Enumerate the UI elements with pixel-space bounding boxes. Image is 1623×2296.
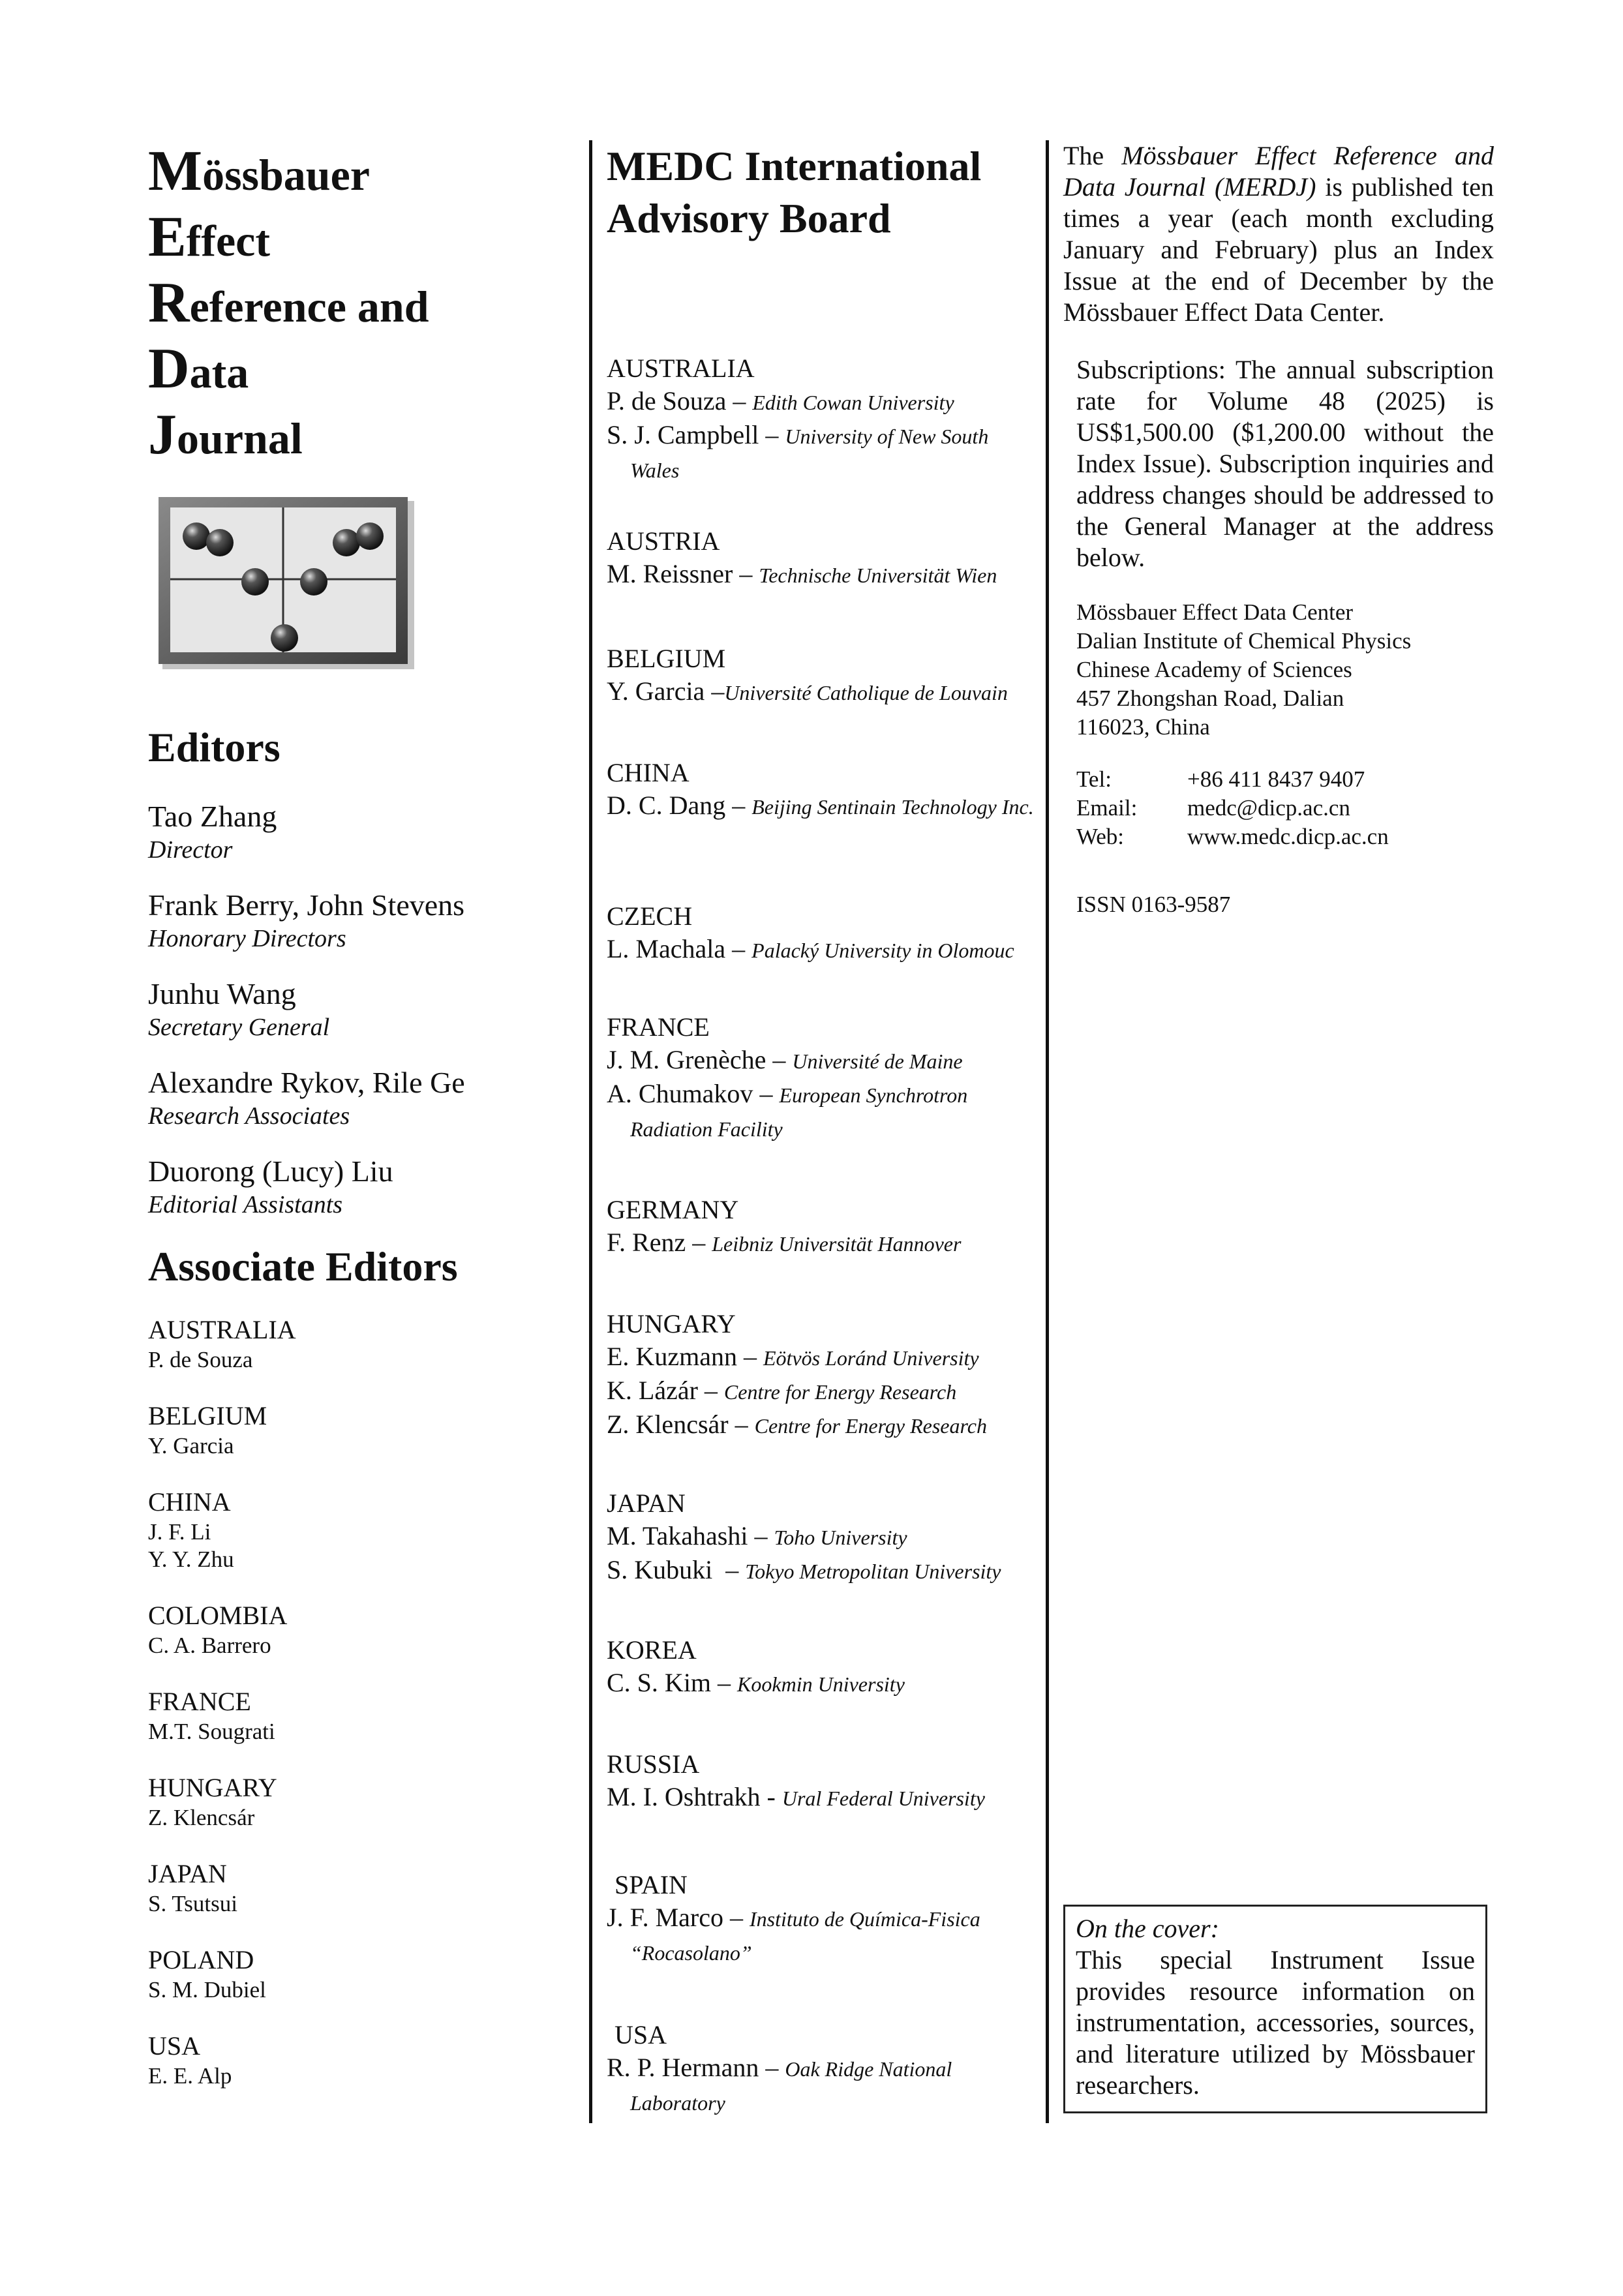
member-name: S. J. Campbell [607, 420, 759, 449]
board-country: CZECH [607, 901, 693, 931]
board-member [607, 385, 1037, 419]
member-separator: – [748, 1521, 774, 1550]
member-separator: – [728, 1410, 755, 1439]
member-separator: – [725, 791, 752, 820]
member-affiliation: Edith Cowan University [752, 391, 954, 414]
associate-member: Z. Klencsár [148, 1805, 255, 1830]
board-country-group [607, 1487, 1037, 1588]
editor-role: Director [148, 836, 233, 864]
board-member [607, 558, 1037, 592]
member-affiliation: Palacký University in Olomouc [751, 939, 1014, 962]
board-country: SPAIN [614, 1870, 688, 1899]
editor-role: Secretary General [148, 1014, 330, 1041]
member-separator: – [697, 1376, 724, 1405]
board-country: USA [614, 2020, 667, 2049]
board-member [607, 1044, 1037, 1078]
associate-country: POLAND [148, 1945, 254, 1974]
member-separator: – [712, 1555, 746, 1584]
member-separator: – [723, 1903, 750, 1932]
member-name: S. Kubuki [607, 1555, 713, 1584]
intro-paragraph: The Mössbauer Effect Reference and Data Journal (MERDJ) is published ten times a year (each month excluding January and February) plus an Index Issue at the end of December by the Mössbauer Effect Data Center. [1063, 141, 1494, 327]
member-affiliation: Université Catholique de Louvain [724, 681, 1008, 704]
board-member [607, 419, 1037, 487]
associate-country: HUNGARY [148, 1773, 277, 1802]
list-item [148, 1314, 566, 1374]
member-name: R. P. Hermann [607, 2053, 759, 2082]
editor-name: Tao Zhang [148, 800, 277, 833]
address-block: Mössbauer Effect Data Center Dalian Institute of Chemical Physics Chinese Academy of Sciences 457 Zhongshan Road, Dalian 116023, China [1076, 599, 1412, 740]
title-line: Reference and [148, 271, 429, 335]
associate-member: J. F. Li [148, 1519, 211, 1545]
list-item [148, 1858, 566, 1918]
member-separator: – [753, 1079, 780, 1108]
board-country-group [607, 525, 1037, 592]
list-item [148, 1944, 566, 2004]
member-affiliation: University of New South Wales [630, 425, 989, 482]
member-name: M. I. Oshtrakh [607, 1782, 761, 1811]
editor-name: Duorong (Lucy) Liu [148, 1155, 393, 1188]
member-affiliation: Tokyo Metropolitan University [745, 1560, 1001, 1583]
title-line: Effect [148, 205, 270, 269]
member-affiliation: European Synchrotron Radiation Facility [630, 1083, 968, 1141]
list-item [148, 1486, 566, 1573]
board-country-group [607, 900, 1037, 967]
editor-role: Research Associates [148, 1102, 350, 1130]
board-country: KOREA [607, 1635, 697, 1665]
member-name: Z. Klencsár [607, 1410, 729, 1439]
member-separator: – [726, 386, 753, 415]
board-country-group [607, 352, 1037, 487]
board-country-group [607, 642, 1037, 709]
board-member [607, 1408, 1037, 1442]
member-separator: – [705, 676, 725, 706]
associate-country: FRANCE [148, 1687, 251, 1716]
board-member [607, 675, 1037, 709]
associate-country: USA [148, 2031, 201, 2061]
associate-editors-heading: Associate Editors [148, 1243, 458, 1290]
title-line: Journal [148, 403, 303, 466]
list-item [148, 1685, 566, 1745]
member-affiliation: Ural Federal University [781, 1787, 985, 1810]
associate-member: S. Tsutsui [148, 1891, 237, 1916]
list-item [148, 1065, 566, 1131]
member-affiliation: Centre for Energy Research [754, 1414, 987, 1438]
board-member [607, 933, 1037, 967]
member-separator: – [736, 1342, 763, 1371]
list-item [148, 887, 566, 954]
editor-role: Editorial Assistants [148, 1191, 343, 1218]
issn: ISSN 0163-9587 [1076, 892, 1231, 917]
board-country: GERMANY [607, 1195, 739, 1224]
board-country: AUSTRIA [607, 526, 720, 556]
board-country-group [607, 1308, 1037, 1442]
contact-email: Email: medc@dicp.ac.cn [1076, 795, 1350, 821]
editor-role: Honorary Directors [148, 925, 346, 952]
associate-country: JAPAN [148, 1859, 227, 1888]
board-country-group [607, 1634, 1037, 1700]
member-name: D. C. Dang [607, 791, 726, 820]
member-separator: – [711, 1668, 738, 1697]
member-name: A. Chumakov [607, 1079, 753, 1108]
column-divider-left [589, 140, 592, 2123]
member-affiliation: Technische Universität Wien [759, 564, 997, 587]
member-affiliation: Leibniz Universität Hannover [712, 1232, 962, 1256]
logo-graphic [157, 496, 418, 672]
associate-member: Y. Y. Zhu [148, 1547, 234, 1572]
board-country: AUSTRALIA [607, 354, 755, 383]
associate-member: S. M. Dubiel [148, 1977, 266, 2002]
member-separator: – [766, 1045, 793, 1074]
editors-list [148, 798, 566, 1220]
associate-country: BELGIUM [148, 1401, 267, 1430]
board-country: CHINA [607, 758, 690, 787]
associate-member: E. E. Alp [148, 2063, 232, 2089]
associate-country: CHINA [148, 1487, 231, 1517]
member-affiliation: Instituto de Química-Fisica “Rocasolano” [630, 1907, 980, 1965]
left-column [148, 140, 566, 2116]
list-item [148, 976, 566, 1042]
member-name: C. S. Kim [607, 1668, 712, 1697]
title-line: Mössbauer [148, 140, 370, 203]
board-country: HUNGARY [607, 1309, 736, 1338]
member-separator: - [760, 1782, 782, 1811]
board-member [607, 1554, 1037, 1588]
board-country-group [607, 2019, 1037, 2119]
member-name: M. Reissner [607, 559, 733, 588]
board-member [607, 789, 1037, 823]
contact-block [1076, 765, 1494, 851]
member-affiliation: Kookmin University [737, 1672, 905, 1696]
cover-label: On the cover: [1076, 1914, 1219, 1943]
title-line: Data [148, 337, 249, 400]
member-affiliation: Oak Ridge National Laboratory [630, 2057, 952, 2115]
member-name: F. Renz [607, 1228, 686, 1257]
right-column [1063, 140, 1494, 919]
list-item [148, 1599, 566, 1659]
associate-member: M.T. Sougrati [148, 1719, 275, 1744]
journal-name: Mössbauer Effect Reference and Data Journal (MERDJ) [1063, 141, 1494, 202]
associate-member: C. A. Barrero [148, 1633, 271, 1658]
list-item [148, 798, 566, 865]
board-country-group [607, 1194, 1037, 1260]
member-separator: – [686, 1228, 712, 1257]
editor-name: Junhu Wang [148, 977, 296, 1010]
member-separator: – [733, 559, 759, 588]
column-divider-right [1046, 140, 1049, 2123]
board-member [607, 1901, 1037, 1969]
member-name: K. Lázár [607, 1376, 698, 1405]
member-name: P. de Souza [607, 386, 727, 415]
board-member [607, 2051, 1037, 2119]
board-country: BELGIUM [607, 644, 726, 673]
member-separator: – [759, 2053, 785, 2082]
board-member [607, 1520, 1037, 1554]
member-name: M. Takahashi [607, 1521, 748, 1550]
board-member [607, 1078, 1037, 1145]
board-member [607, 1781, 1037, 1815]
member-separator: – [725, 934, 752, 963]
advisory-board-heading: MEDC International Advisory Board [607, 143, 982, 241]
cover-text: This special Instrument Issue provides resource information on instrumentation, accessories, sources, and literature utilized by Mössbauer researchers. [1076, 1945, 1475, 2100]
editors-heading: Editors [148, 724, 281, 770]
board-member [607, 1340, 1037, 1374]
associate-member: Y. Garcia [148, 1433, 234, 1458]
list-item [148, 2030, 566, 2090]
list-item [148, 1153, 566, 1220]
contact-tel: Tel: +86 411 8437 9407 [1076, 766, 1365, 792]
board-country-group [607, 757, 1037, 823]
subscriptions-paragraph: Subscriptions: The annual subscription rate for Volume 48 (2025) is US$1,500.00 ($1,200.00 without the Index Issue). Subscription inquiries and address changes should be addressed to the General Manager at the address below. [1076, 355, 1494, 572]
journal-title [148, 140, 566, 470]
list-item [148, 1400, 566, 1460]
member-affiliation: Toho University [774, 1526, 907, 1549]
journal-logo [157, 496, 418, 672]
member-affiliation: Université de Maine [792, 1050, 963, 1073]
editor-name: Alexandre Rykov, Rile Ge [148, 1066, 465, 1099]
middle-column [607, 140, 1037, 2115]
board-country: RUSSIA [607, 1749, 700, 1779]
associate-editors-list [148, 1314, 566, 2090]
member-affiliation: Eötvös Loránd University [763, 1346, 979, 1370]
board-member [607, 1667, 1037, 1700]
editor-name: Frank Berry, John Stevens [148, 888, 465, 922]
cover-note-box [1063, 1905, 1487, 2113]
member-separator: – [759, 420, 785, 449]
associate-country: COLOMBIA [148, 1601, 288, 1630]
member-name: J. F. Marco [607, 1903, 724, 1932]
member-affiliation: Beijing Sentinain Technology Inc. [751, 795, 1034, 819]
board-member [607, 1226, 1037, 1260]
member-name: Y. Garcia [607, 676, 705, 706]
member-name: E. Kuzmann [607, 1342, 737, 1371]
member-affiliation: Centre for Energy Research [723, 1380, 957, 1404]
member-name: L. Machala [607, 934, 726, 963]
contact-web: Web: www.medc.dicp.ac.cn [1076, 824, 1389, 849]
board-country-group [607, 1011, 1037, 1145]
board-country-group [607, 1748, 1037, 1815]
board-country: FRANCE [607, 1012, 710, 1042]
list-item [148, 1772, 566, 1832]
board-country: JAPAN [607, 1488, 686, 1518]
board-member [607, 1374, 1037, 1408]
member-name: J. M. Grenèche [607, 1045, 766, 1074]
associate-member: P. de Souza [148, 1347, 253, 1372]
board-country-group [607, 1869, 1037, 1969]
associate-country: AUSTRALIA [148, 1315, 296, 1344]
